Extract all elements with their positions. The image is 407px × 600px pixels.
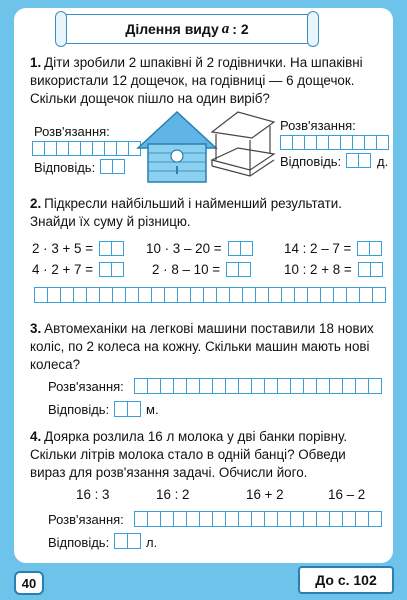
expression-option[interactable]: 16 : 3 [76, 487, 110, 502]
solution-grid[interactable] [134, 378, 381, 394]
solution-label-2: Розв'язання: [280, 118, 356, 133]
expression: 10 : 2 + 8 = [284, 262, 352, 277]
scroll-ornament-left [55, 11, 67, 47]
expression: 2 · 3 + 5 = [32, 241, 94, 256]
expression-row [152, 262, 250, 277]
task-number: 4. [30, 429, 42, 444]
bird-feeder-illustration [208, 108, 278, 180]
answer-cells[interactable] [226, 262, 250, 277]
task-text: Діти зробили 2 шпаківні й 2 годівнички. На шпаківні використали 12 дощечок, на годівниці — 6 дощечок. Скільки дощечок пішло на один виріб? [30, 55, 363, 106]
unit-label: м. [146, 402, 159, 417]
expression-row [32, 262, 123, 277]
answer-label-2: Відповідь: [280, 154, 342, 169]
answer-cells[interactable] [114, 401, 140, 417]
answer-label: Відповідь: [34, 160, 96, 175]
answer-label: Відповідь: [48, 402, 110, 417]
expression: 14 : 2 – 7 = [284, 241, 352, 256]
answer-cells-2[interactable] [346, 153, 370, 168]
answer-cells[interactable] [99, 262, 123, 277]
expression-row [32, 241, 123, 256]
task-number: 1. [30, 55, 42, 70]
task-4-text [30, 428, 380, 482]
unit-label: л. [146, 535, 158, 550]
task-number: 3. [30, 321, 42, 336]
expression: 4 · 2 + 7 = [32, 262, 94, 277]
answer-label: Відповідь: [48, 535, 110, 550]
expression-row [146, 241, 252, 256]
expression-option[interactable]: 16 : 2 [156, 487, 190, 502]
work-grid[interactable] [34, 287, 385, 303]
solution-grid[interactable] [134, 511, 381, 527]
expression-option[interactable]: 16 + 2 [246, 487, 284, 502]
unit-label: д. [377, 154, 389, 169]
answer-cells[interactable] [99, 241, 123, 256]
page-title [62, 14, 312, 44]
page-number: 40 [14, 571, 44, 595]
title-text: Ділення виду [125, 21, 219, 37]
solution-label: Розв'язання: [34, 124, 110, 139]
task-2-text [30, 195, 380, 231]
answer-cells[interactable] [228, 241, 252, 256]
solution-grid[interactable] [32, 141, 140, 156]
task-1-text [30, 54, 380, 108]
answer-cells[interactable] [114, 533, 140, 549]
solution-label: Розв'язання: [48, 379, 124, 394]
answer-cells[interactable] [100, 159, 124, 174]
expression: 2 · 8 – 10 = [152, 262, 221, 277]
answer-cells[interactable] [358, 262, 382, 277]
expression: 10 · 3 – 20 = [146, 241, 222, 256]
scroll-ornament-right [307, 11, 319, 47]
task-text: Доярка розлила 16 л молока у дві банки порівну. Скільки літрів молока стало в одній банці? Обведи вираз для розв'язання задачі. Обчисли його. [30, 429, 348, 480]
task-number: 2. [30, 196, 42, 211]
answer-cells[interactable] [357, 241, 381, 256]
expression-row [284, 241, 381, 256]
task-3-text [30, 320, 380, 374]
task-text: Автомеханіки на легкові машини поставили 18 нових коліс, по 2 колеса на кожну. Скільки машин мають нові колеса? [30, 321, 374, 372]
solution-grid-2[interactable] [280, 135, 388, 150]
expression-option[interactable]: 16 – 2 [328, 487, 366, 502]
expression-row [284, 262, 382, 277]
title-variable: a [221, 20, 230, 37]
page-reference-link[interactable]: До с. 102 [298, 566, 394, 594]
title-suffix: : 2 [232, 21, 249, 37]
task-text: Підкресли найбільший і найменший результати. Знайди їх суму й різницю. [30, 196, 342, 229]
solution-label: Розв'язання: [48, 512, 124, 527]
